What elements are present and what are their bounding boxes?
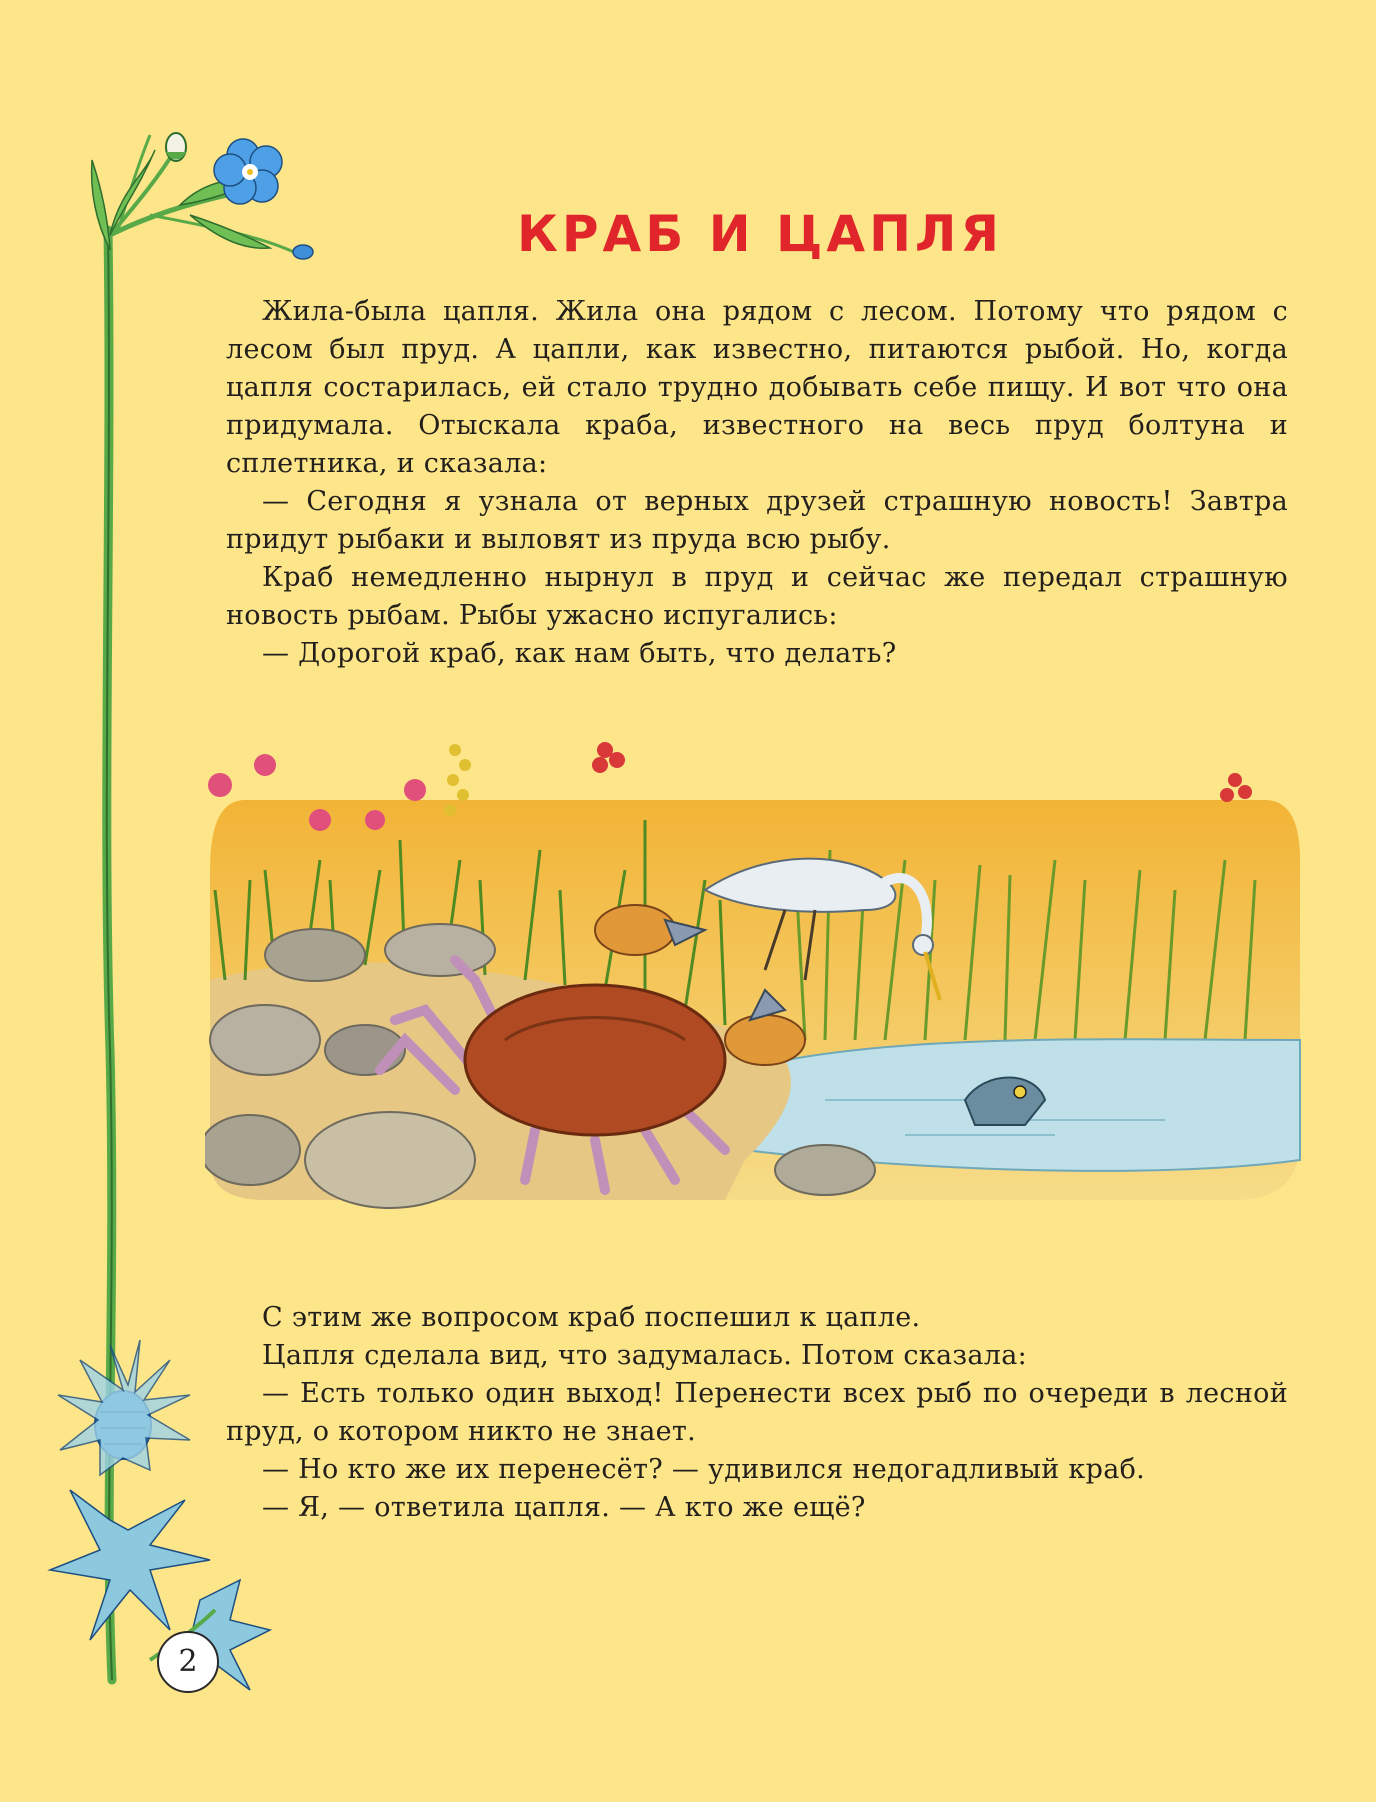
paragraph: Краб немедленно нырнул в пруд и сейчас же передал страшную новость рыбам. Рыбы ужасно испугались: bbox=[226, 562, 1288, 631]
paragraph: — Я, — ответила цапля. — А кто же ещё? bbox=[262, 1492, 866, 1523]
paragraph: Цапля сделала вид, что задумалась. Потом сказала: bbox=[262, 1340, 1028, 1371]
paragraph: Жила-была цапля. Жила она рядом с лесом. Потому что рядом с лесом был пруд. А цапли, как известно, питаются рыбой. Но, когда цапля состарилась, ей стало трудно добывать себе пищу. И вот что она придумала. Отыскала краба, известного на весь пруд болтуна и сплетника, и сказала: bbox=[226, 296, 1288, 479]
paragraph: С этим же вопросом краб поспешил к цапле. bbox=[262, 1302, 921, 1333]
paragraph: — Дорогой краб, как нам быть, что делать? bbox=[262, 638, 897, 669]
story-text-top bbox=[226, 293, 1288, 673]
paragraph: — Есть только один выход! Перенести всех рыб по очереди в лесной пруд, о котором никто не знает. bbox=[226, 1378, 1288, 1447]
crab-and-heron-illustration bbox=[205, 740, 1305, 1220]
paragraph: — Сегодня я узнала от верных друзей страшную новость! Завтра придут рыбаки и выловят из пруда всю рыбу. bbox=[226, 486, 1288, 555]
story-title: КРАБ И ЦАПЛЯ bbox=[517, 205, 1003, 263]
page-number: 2 bbox=[157, 1631, 219, 1693]
paragraph: — Но кто же их перенесёт? — удивился недогадливый краб. bbox=[262, 1454, 1146, 1485]
story-text-bottom bbox=[226, 1299, 1288, 1527]
